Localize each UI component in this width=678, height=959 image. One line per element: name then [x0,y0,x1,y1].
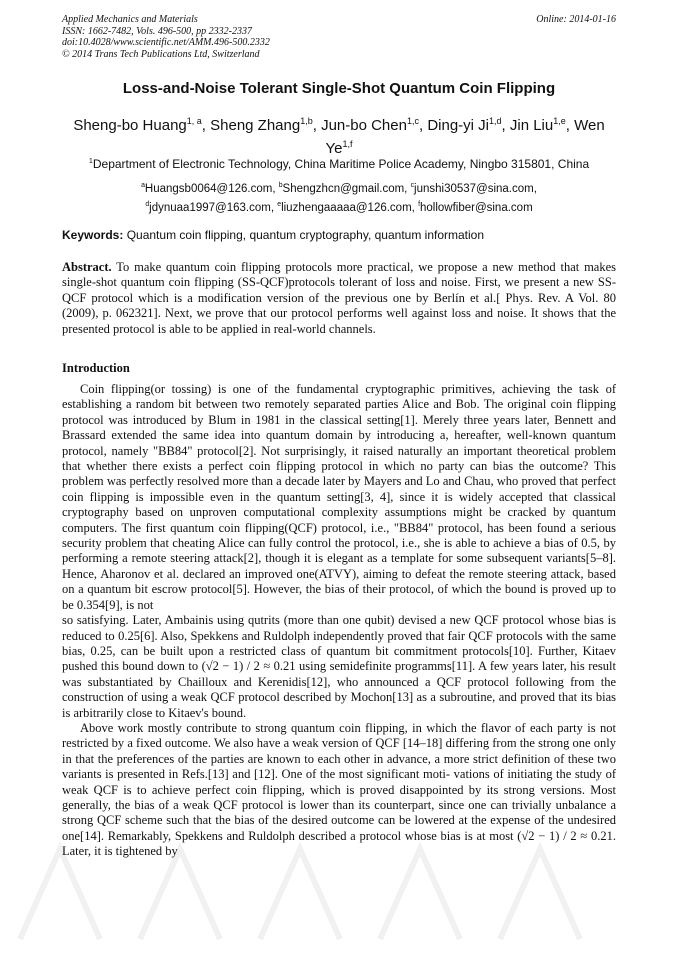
affiliation-marker: 1 [88,156,93,165]
keywords-label: Keywords: [62,228,124,242]
author-list [62,112,616,158]
journal-name: Applied Mechanics and Materials [62,14,198,25]
paper-title: Loss-and-Noise Tolerant Single-Shot Quantum Coin Flipping [122,80,556,97]
author-affiliation-marker: 1, a [186,116,202,126]
section-heading-introduction: Introduction [62,361,130,375]
abstract [62,260,616,337]
math-expression: (√2 − 1) / 2 ≈ 0.21 [201,659,296,674]
author-name: Ding-yi Ji [427,117,490,134]
paragraph-text: so satisfying. Later, Ambainis using qutrits (more than one qubit) devised a new QCF protocol whose bias is reduced to 0.25[6]. Also, Spekkens and Ruldolph independently proved that fair QCF protocols with the same bias, 0.25, can be built upon a restricted class of quantum bit commitment protocols[10]. Further, Kitaev pushed this bound down to [62,613,616,674]
email-address[interactable]: liuzhengaaaaa@126.com [281,201,412,214]
email-address[interactable]: jdynuaa1997@163.com [149,201,271,214]
email-marker: f [418,200,420,208]
email-address[interactable]: Shengzhcn@gmail.com [282,182,405,195]
author-separator: , [418,117,428,134]
author-separator: , [501,117,510,134]
abstract-text: To make quantum coin flipping protocols more practical, we propose a new method that makes single-shot quantum coin flipping (SS-QCF)protocols tolerant of loss and noise. First, we present a new SS-QCF protocol which is a modification version of the previous one by Berlín et al.[ Phys. Rev. A Vol. 80 (2009), p. 062321]. Next, we prove that our protocol performs well against loss and noise. It shows that the presented protocol is able to be applied in real-world channels. [62,260,616,336]
email-address[interactable]: hollowfiber@sina.com [419,201,533,214]
email-list [62,178,616,216]
author-affiliation-marker: 1,f [342,139,353,149]
email-marker: b [278,182,283,189]
math-expression: (√2 − 1) / 2 ≈ 0.21. [517,828,616,843]
author-name: Wen Ye [325,117,605,157]
email-marker: e [277,200,282,208]
paragraph [62,721,616,860]
author-name: Jun-bo Chen [321,117,407,134]
affiliation [62,156,616,171]
author-separator: , [312,117,322,134]
journal-header [62,14,270,60]
email-separator: , [533,182,537,195]
affiliation-text: Department of Electronic Technology, China Maritime Police Academy, Ningbo 315801, China [92,157,590,171]
keywords-text: Quantum coin flipping, quantum cryptography, quantum information [126,228,485,242]
paragraph-text: using semidefinite programms[11]. A few years later, his result was substantiated by Chailloux and Kerenidis[12], who announced a QCF protocol following from the construction of using a weak QCF protocol described by Mochon[13] as a subroutine, and proved that its bias is arbitrarily close to Kitaev's bound. [62,659,616,720]
author-affiliation-marker: 1,d [489,116,502,126]
author-affiliation-marker: 1,c [406,116,419,126]
copyright-line: © 2014 Trans Tech Publications Ltd, Switzerland [62,48,260,60]
doi-line[interactable]: doi:10.4028/www.scientific.net/AMM.496-500.2332 [62,37,270,48]
email-marker: a [141,182,145,189]
author-affiliation-marker: 1,b [300,116,313,126]
paragraph: Coin flipping(or tossing) is one of the fundamental cryptographic primitives, achieving the task of establishing a random bit between two remotely separated parties Alice and Bob. The original coin flipping protocol was introduced by Blum in 1981 in the classical setting[1]. Merely three years later, Bennett and Brassard extended the same idea into quantum domain by introducing a, hereafter, well-known quantum protocol, namely "BB84" protocol[2]. Not surprisingly, it raised naturally an important theoretical problem that whether there exists a perfect coin flipping protocol in which no party can bias the outcome? This problem was perfectly resolved more than a decade later by Mayers and Lo and Chau, who proved that perfect coin flipping is impossible even in the quantum setting[3, 4], since it is widely accepted that classical cryptography based on unproven computational complexity assumptions might be cracked by quantum computers. The first quantum coin flipping(QCF) protocol, i.e., "BB84" protocol, has been found a serious security problem that cheating Alice can fully control the protocol, i.e., she is able to achieve a bias of 0.5, by performing a remote steering attack[2], though it is elegant as a template for some subsequent variants[5–8]. Hence, Aharonov et al. declared an improved one(ATVY), aiming to defeat the remote steering attack, based on a quantum bit escrow protocol[5]. However, the bias of their protocol, of which the bound is proved up to be 0.354[9], is not [62,382,616,612]
email-separator: , [270,201,278,214]
paragraph [62,613,616,721]
author-name: Sheng Zhang [210,117,301,134]
email-separator: , [404,182,411,195]
introduction-body [62,382,616,860]
email-address[interactable]: junshi30537@sina.com [414,182,534,195]
email-separator: , [272,182,279,195]
email-separator: , [411,201,419,214]
paragraph-text: Above work mostly contribute to strong quantum coin flipping, in which the flavor of each party is not restricted by a fixed outcome. We also have a weak version of QCF [14–18] differing from the strong one only in that the preferences of the parties are known to each other in advance, a more strict definition of these two variants is presented in Refs.[13] and [12]. One of the most significant moti- vations of initiating the study of weak QCF is to achieve perfect coin flipping, which is proved disappointed by its strong versions. Most generally, the bias of a weak QCF protocol is lower than its counterpart, since one can trivially unbalance a strong QCF scheme such that the bias of the desired outcome can be lowered at the expense of the undesired one[14]. Remarkably, Spekkens and Ruldolph described a protocol whose bias is at most [62,720,616,843]
paragraph-text: Later, it is tightened by [62,844,178,859]
author-name: Jin Liu [509,117,554,134]
keywords [62,228,616,242]
email-address[interactable]: Huangsb0064@126.com [144,182,273,195]
issn-line: ISSN: 1662-7482, Vols. 496-500, pp 2332-2337 [62,25,252,37]
email-marker: d [145,200,150,208]
online-date: Online: 2014-01-16 [536,14,616,25]
email-marker: c [410,182,415,189]
author-affiliation-marker: 1,e [553,116,566,126]
author-name: Sheng-bo Huang [73,117,187,134]
author-separator: , [201,117,211,134]
author-separator: , [565,117,575,134]
abstract-label: Abstract. [62,260,112,274]
